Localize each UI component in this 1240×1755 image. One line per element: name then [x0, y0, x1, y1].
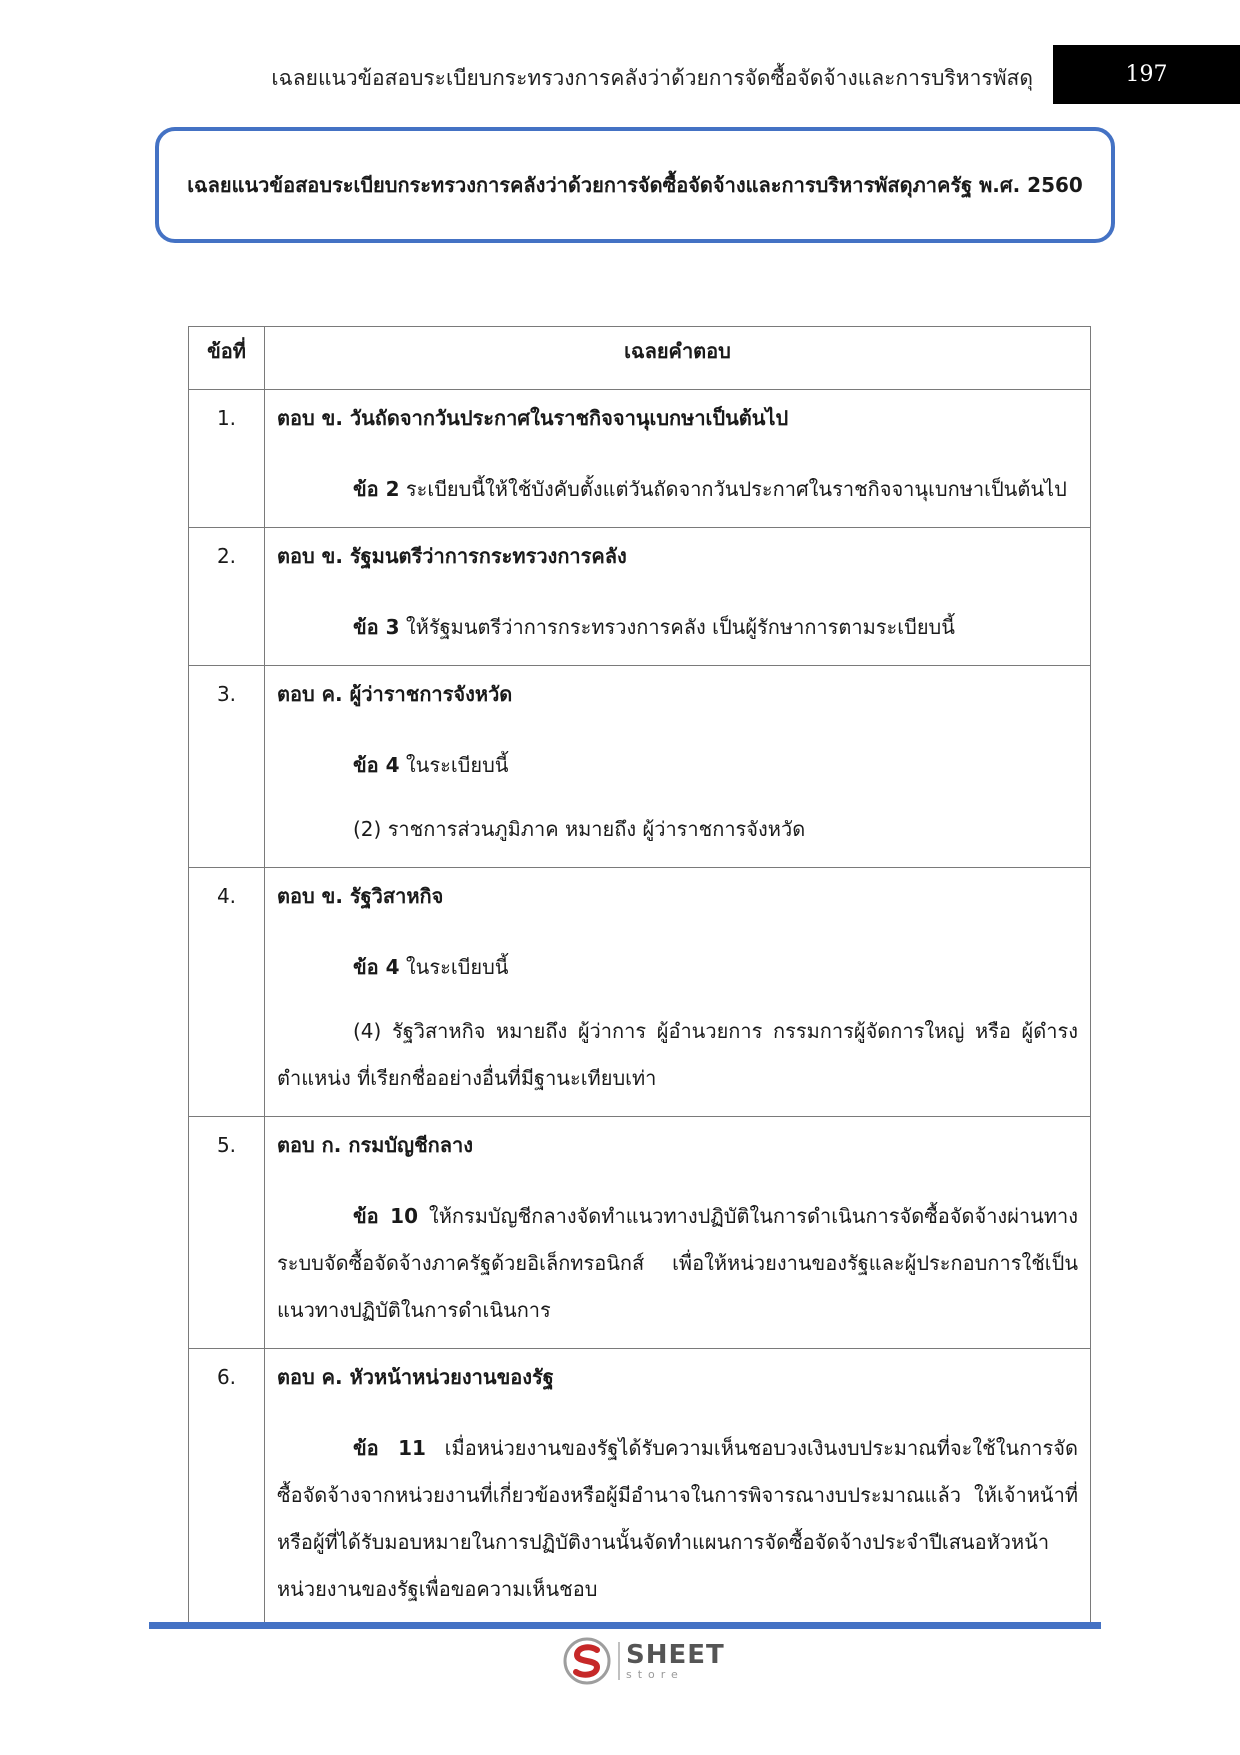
- table-row: [189, 1349, 1091, 1628]
- reference-paragraph: [277, 742, 1078, 789]
- reference-paragraph: [277, 1008, 1078, 1102]
- table-row: [189, 666, 1091, 868]
- answer-choice: ตอบ ค. หัวหน้าหน่วยงานของรัฐ: [277, 1365, 554, 1389]
- table-row: [189, 868, 1091, 1117]
- logo-sub-text: store: [626, 1668, 684, 1681]
- answer-choice: ตอบ ข. วันถัดจากวันประกาศในราชกิจจานุเบกษาเป็นต้นไป: [277, 406, 789, 430]
- clause-text: เมื่อหน่วยงานของรัฐได้รับความเห็นชอบวงเงินงบประมาณที่จะใช้ในการจัดซื้อจัดจ้างจากหน่วยงานที่เกี่ยวข้องหรือผู้มีอำนาจในการพิจารณางบประมาณแล้ว ให้เจ้าหน้าที่หรือผู้ที่ได้รับมอบหมายในการปฏิบัติงานนั้นจัดทำแผนการจัดซื้อจัดจ้างประจำปีเสนอหัวหน้าหน่วยงานของรัฐเพื่อขอความเห็นชอบ: [277, 1436, 1078, 1601]
- question-number: 6.: [189, 1349, 265, 1628]
- answer-choice: ตอบ ค. ผู้ว่าราชการจังหวัด: [277, 682, 513, 706]
- reference-paragraph: [277, 466, 1078, 513]
- table-row: [189, 528, 1091, 666]
- reference-paragraph: [277, 604, 1078, 651]
- table-row: [189, 390, 1091, 528]
- column-header-number: ข้อที่: [189, 327, 265, 390]
- column-header-answer: เฉลยคำตอบ: [265, 327, 1091, 390]
- question-number: 4.: [189, 868, 265, 1117]
- answer-choice: ตอบ ข. รัฐวิสาหกิจ: [277, 884, 444, 908]
- clause-label: ข้อ 4: [353, 955, 400, 979]
- document-title: เฉลยแนวข้อสอบระเบียบกระทรวงการคลังว่าด้วยการจัดซื้อจัดจ้างและการบริหารพัสดุภาครัฐ พ.ศ. 2560: [187, 173, 1083, 197]
- reference-paragraph: [277, 944, 1078, 991]
- clause-text: ให้รัฐมนตรีว่าการกระทรวงการคลัง เป็นผู้รักษาการตามระเบียบนี้: [399, 615, 955, 639]
- answer-table: [188, 326, 1091, 1628]
- clause-text: ในระเบียบนี้: [399, 955, 509, 979]
- logo-main-text: SHEET: [626, 1640, 725, 1670]
- title-box: [155, 127, 1115, 243]
- clause-text: (4) รัฐวิสาหกิจ หมายถึง ผู้ว่าการ ผู้อำนวยการ กรรมการผู้จัดการใหญ่ หรือ ผู้ดำรงตำแหน่ง ที่เรียกชื่ออย่างอื่นที่มีฐานะเทียบเท่า: [277, 1019, 1078, 1090]
- reference-paragraph: [277, 1193, 1078, 1334]
- clause-label: ข้อ 3: [353, 615, 400, 639]
- table-header-row: [189, 327, 1091, 390]
- answer-cell: [265, 390, 1091, 528]
- question-number: 2.: [189, 528, 265, 666]
- logo-wordmark: [626, 1642, 725, 1680]
- clause-label: ข้อ 4: [353, 753, 400, 777]
- clause-text: (2) ราชการส่วนภูมิภาค หมายถึง ผู้ว่าราชการจังหวัด: [353, 817, 806, 841]
- answer-cell: [265, 528, 1091, 666]
- clause-text: ในระเบียบนี้: [399, 753, 509, 777]
- clause-label: ข้อ 11: [353, 1436, 426, 1460]
- running-header: เฉลยแนวข้อสอบระเบียบกระทรวงการคลังว่าด้วยการจัดซื้อจัดจ้างและการบริหารพัสดุ: [271, 66, 1033, 90]
- clause-text: ระเบียบนี้ให้ใช้บังคับตั้งแต่วันถัดจากวันประกาศในราชกิจจานุเบกษาเป็นต้นไป: [399, 477, 1067, 501]
- question-number: 5.: [189, 1117, 265, 1349]
- logo-divider: [618, 1642, 620, 1680]
- clause-label: ข้อ 10: [353, 1204, 419, 1228]
- reference-paragraph: [277, 1425, 1078, 1613]
- answer-cell: [265, 1117, 1091, 1349]
- reference-paragraph: [277, 806, 1078, 853]
- answer-cell: [265, 666, 1091, 868]
- sheet-store-logo: [562, 1636, 725, 1686]
- page-number: 197: [1053, 45, 1240, 104]
- footer-rule: [149, 1622, 1101, 1629]
- question-number: 1.: [189, 390, 265, 528]
- answer-cell: [265, 1349, 1091, 1628]
- clause-text: ให้กรมบัญชีกลางจัดทำแนวทางปฏิบัติในการดำเนินการจัดซื้อจัดจ้างผ่านทางระบบจัดซื้อจัดจ้างภาครัฐด้วยอิเล็กทรอนิกส์ เพื่อให้หน่วยงานของรัฐและผู้ประกอบการใช้เป็นแนวทางปฏิบัติในการดำเนินการ: [277, 1204, 1078, 1322]
- clause-label: ข้อ 2: [353, 477, 400, 501]
- question-number: 3.: [189, 666, 265, 868]
- sheet-logo-icon: [562, 1636, 612, 1686]
- answer-choice: ตอบ ก. กรมบัญชีกลาง: [277, 1133, 474, 1157]
- answer-choice: ตอบ ข. รัฐมนตรีว่าการกระทรวงการคลัง: [277, 544, 627, 568]
- answer-cell: [265, 868, 1091, 1117]
- table-row: [189, 1117, 1091, 1349]
